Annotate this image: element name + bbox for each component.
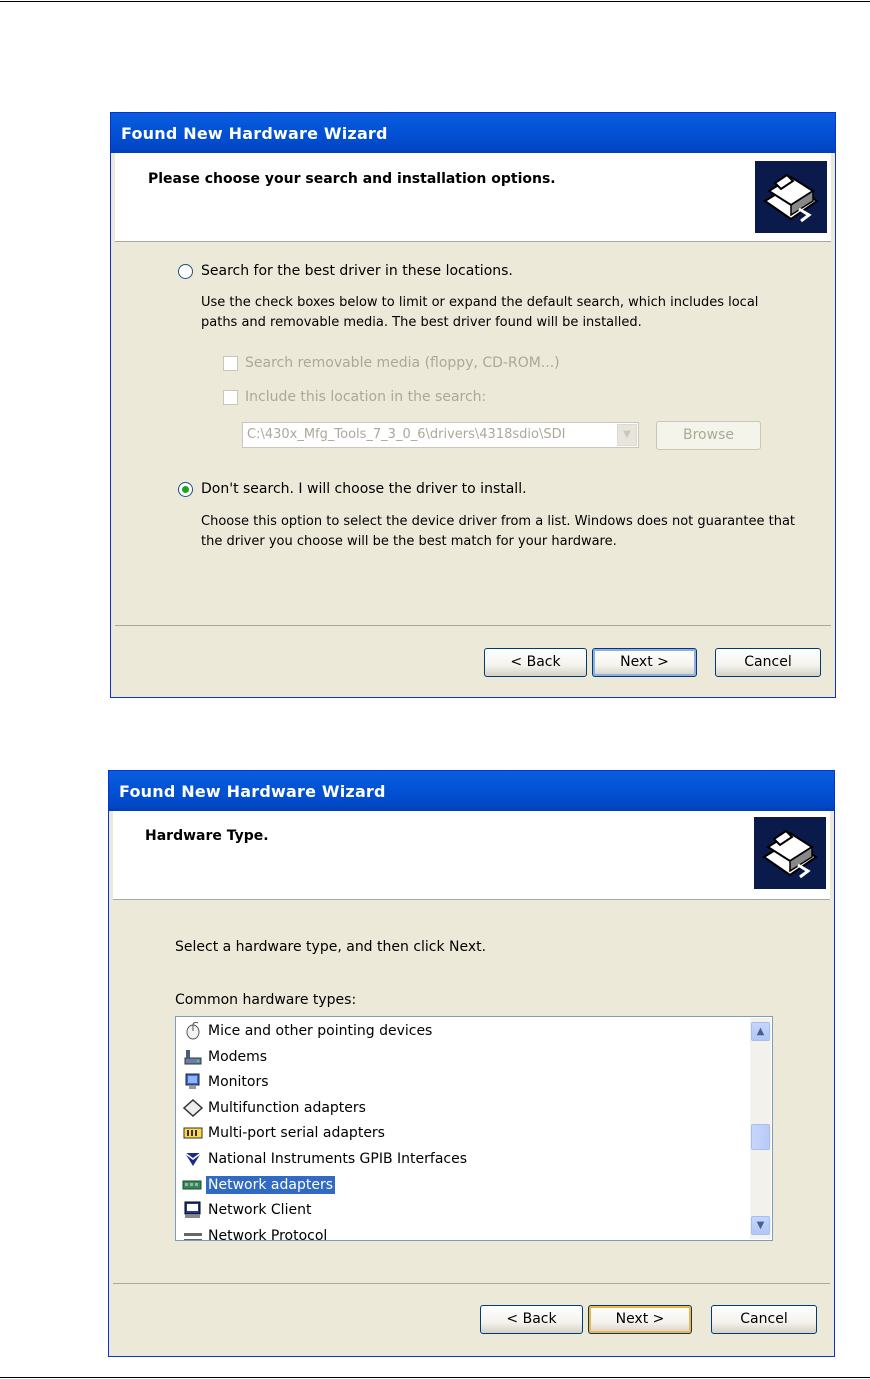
page-top-rule — [0, 1, 870, 2]
list-item[interactable] — [182, 1045, 269, 1069]
location-path-combobox[interactable] — [242, 422, 639, 448]
list-item-label: Mice and other pointing devices — [208, 1023, 433, 1039]
scroll-up-button[interactable]: ▲ — [751, 1022, 770, 1041]
dont-search-description-line2: the driver you choose will be the best match for your hardware. — [201, 534, 617, 549]
list-item-label: National Instruments GPIB Interfaces — [208, 1151, 468, 1167]
footer-divider — [113, 1283, 830, 1284]
network-protocol-icon — [182, 1227, 204, 1241]
wizard-header — [115, 153, 831, 242]
title-bar[interactable] — [111, 113, 835, 153]
page-title: Hardware Type. — [145, 828, 269, 844]
cancel-button[interactable]: Cancel — [715, 648, 821, 677]
removable-media-checkbox[interactable] — [223, 356, 238, 371]
wizard-header — [113, 811, 830, 900]
list-item[interactable] — [182, 1019, 434, 1043]
scroll-down-button[interactable]: ▼ — [751, 1216, 770, 1235]
page-bottom-rule — [0, 1377, 870, 1378]
serial-port-icon — [182, 1124, 204, 1142]
wizard-dialog-search-options — [110, 112, 836, 698]
include-location-checkbox[interactable] — [223, 390, 238, 405]
network-adapter-icon — [182, 1176, 204, 1194]
title-bar[interactable] — [109, 771, 834, 811]
hardware-wizard-icon — [754, 817, 826, 889]
hardware-type-listbox[interactable] — [175, 1016, 773, 1241]
wizard-dialog-hardware-type — [108, 770, 835, 1357]
back-button[interactable]: < Back — [484, 648, 587, 677]
list-item-label: Multi-port serial adapters — [208, 1125, 385, 1142]
multifunction-icon — [182, 1099, 204, 1117]
list-item[interactable] — [182, 1070, 271, 1094]
dont-search-description-line1: Choose this option to select the device driver from a list. Windows does not guarantee that — [201, 514, 796, 529]
list-item[interactable] — [182, 1096, 368, 1120]
next-button[interactable]: Next > — [592, 648, 697, 677]
list-item[interactable] — [182, 1173, 335, 1197]
scroll-thumb[interactable] — [751, 1124, 770, 1150]
removable-media-label: Search removable media (floppy, CD-ROM...) — [245, 355, 560, 371]
include-location-label: Include this location in the search: — [245, 389, 487, 405]
list-item-label: Modems — [208, 1048, 268, 1065]
search-option-radio[interactable] — [178, 264, 193, 279]
hardware-wizard-icon — [755, 161, 827, 233]
window-title: Found New Hardware Wizard — [121, 124, 388, 143]
network-client-icon — [182, 1201, 204, 1219]
monitor-icon — [182, 1073, 204, 1091]
list-item[interactable] — [182, 1121, 387, 1145]
mouse-icon — [182, 1022, 204, 1040]
browse-button[interactable]: Browse — [656, 421, 761, 450]
footer-divider — [115, 625, 831, 626]
list-item-label: Monitors — [208, 1074, 269, 1091]
dont-search-option-label[interactable]: Don't search. I will choose the driver to install. — [201, 481, 527, 497]
list-item-label: Multifunction adapters — [208, 1099, 366, 1116]
page-title: Please choose your search and installation options. — [148, 171, 556, 187]
location-path-value: C:\430x_Mfg_Tools_7_3_0_6\drivers\4318sdio\SDI — [247, 427, 566, 442]
vertical-scrollbar[interactable] — [750, 1018, 771, 1239]
search-description-line2: paths and removable media. The best driver found will be installed. — [201, 315, 642, 330]
list-item-label: Network adapters — [208, 1176, 333, 1193]
list-item[interactable] — [182, 1224, 329, 1241]
chevron-down-icon[interactable]: ▼ — [617, 424, 637, 446]
cancel-button[interactable]: Cancel — [711, 1305, 817, 1334]
search-description-line1: Use the check boxes below to limit or expand the default search, which includes local — [201, 295, 759, 310]
window-title: Found New Hardware Wizard — [119, 782, 386, 801]
next-button[interactable]: Next > — [588, 1305, 692, 1334]
list-item[interactable] — [182, 1198, 313, 1222]
instruction-text: Select a hardware type, and then click Next. — [175, 939, 487, 955]
list-label: Common hardware types: — [175, 992, 357, 1008]
back-button[interactable]: < Back — [480, 1305, 583, 1334]
dont-search-option-radio[interactable] — [178, 482, 193, 497]
modem-icon — [182, 1048, 204, 1066]
list-item-label: Network Client — [208, 1202, 312, 1219]
gpib-icon — [182, 1150, 204, 1168]
list-item-label: Network Protocol — [208, 1227, 328, 1241]
list-item[interactable] — [182, 1147, 469, 1171]
search-option-label[interactable]: Search for the best driver in these locations. — [201, 263, 513, 279]
